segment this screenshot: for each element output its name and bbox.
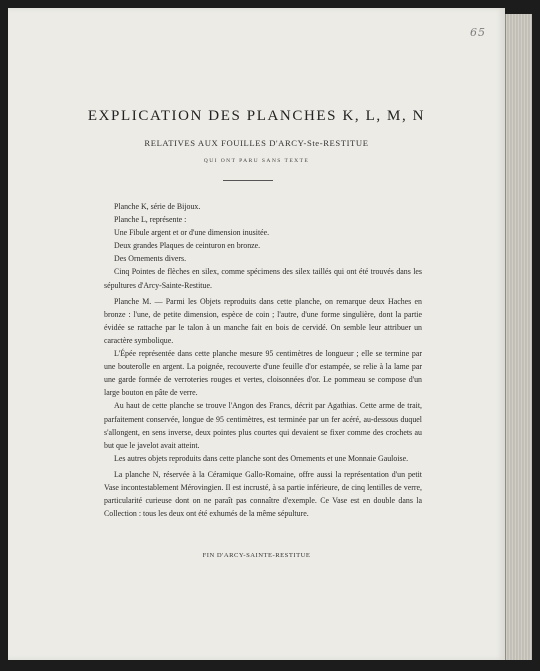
- end-note: FIN D'ARCY-SAINTE-RESTITUE: [202, 552, 311, 559]
- book-page-edges: [505, 14, 532, 660]
- body-text: [104, 200, 422, 520]
- folio-number: 65: [470, 26, 486, 39]
- book-page: [8, 8, 505, 660]
- paragraph: Les autres objets reproduits dans cette planche sont des Ornements et une Monnaie Gauloise.: [114, 453, 409, 463]
- paragraph: Au haut de cette planche se trouve l'Angon des Francs, décrit par Agathias. Cette arme de trait, parfaitement conservée, longue de 95 centimètres, est terminée par un fer acéré, au-dessous duquel s'allongent, en sens inverse, deux pointes plus courtes qui devaient se fixer comme des crochets au but que le javelot avait atteint.: [104, 401, 422, 450]
- paragraph: Deux grandes Plaques de ceinturon en bronze.: [114, 241, 261, 251]
- paragraph: Cinq Pointes de flèches en silex, comme spécimens des silex taillés qui ont été trouvés dans les sépultures d'Arcy-Sainte-Restitue.: [104, 267, 422, 290]
- paragraph: Planche K, série de Bijoux.: [114, 202, 201, 211]
- paragraph: La planche N, réservée à la Céramique Gallo-Romaine, offre aussi la représentation d'un petit Vase incontestablement Mérovingien. Il est incrusté, à sa partie inférieure, de cinq lentilles de verre, particularité curieuse dont on ne paraît pas connaître d'exemple. Ce Vase est en double dans la Collection : tous les deux ont été exhumés de la même sépulture.: [104, 469, 422, 519]
- page-title: EXPLICATION DES PLANCHES K, L, M, N: [87, 108, 426, 124]
- page-subtitle: RELATIVES AUX FOUILLES D'ARCY-Ste-RESTITUE: [144, 138, 369, 148]
- paragraph: Planche L, représente :: [114, 215, 187, 225]
- paragraph: L'Épée représentée dans cette planche mesure 95 centimètres de longueur ; elle se termine par une bouterolle en argent. La poignée, recouverte d'une feuille d'or estampée, se relie à la lame par une garde formée de verroteries rouges et vertes, cloisonnées d'or. Le pommeau se compose d'un large bouton en pâte de verre.: [104, 349, 422, 398]
- paragraph: Une Fibule argent et or d'une dimension inusitée.: [114, 228, 270, 238]
- page-note: QUI ONT PARU SANS TEXTE: [203, 158, 310, 164]
- paragraph: Planche M. — Parmi les Objets reproduits dans cette planche, on remarque deux Haches en bronze : l'une, de petite dimension, espèce de coin ; l'autre, d'une forme singulière, dont la partie évidée se rattache par le talon à un manche fait en bois de cervidé. On semble leur attribuer un caractère symbolique.: [104, 296, 422, 345]
- title-rule: [223, 180, 273, 181]
- paragraph: Des Ornements divers.: [114, 254, 187, 264]
